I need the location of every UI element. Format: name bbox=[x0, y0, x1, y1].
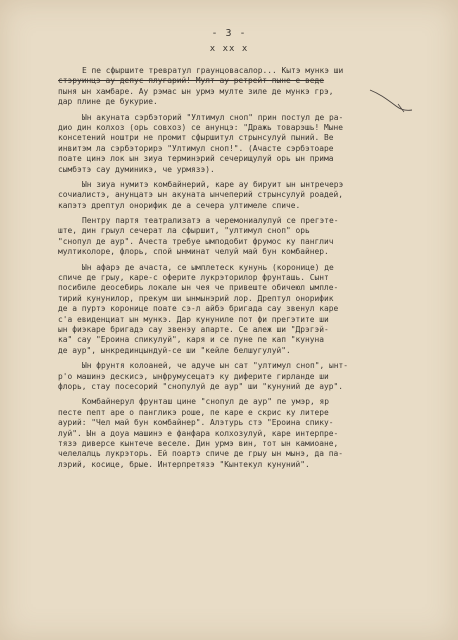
handwritten-correction-mark bbox=[368, 84, 414, 114]
text-line: ын фиэкаре бригадэ сау звенэу апарте. Се алеж ши "Дрэгэй- bbox=[58, 324, 329, 334]
text-line: капэтэ дрептул онорифик де а сечера ултимеле спиче. bbox=[58, 200, 301, 210]
text-line: посибиле деосебирь локале ын чея че привеште обичеюл ымпле- bbox=[58, 283, 339, 293]
text-line: инвитэм ла сэрбэторирэ "Ултимул сноп!". (Ачасте сэрбэтоаре bbox=[58, 143, 334, 153]
text-line: аурий: "Чел май бун комбайнер". Алэтурь стэ "Ероина спику- bbox=[58, 418, 334, 428]
text-line: де аур", ынкрединцындуй-се ши "кейле белшугулуй". bbox=[58, 345, 291, 355]
paragraph-5 bbox=[58, 263, 423, 357]
text-line: Пентру партя театрализатэ а черемониалулуй се прегэте- bbox=[82, 216, 339, 226]
text-line: ка" сау "Ероина спикулуй", каря и се пуне пе кап "кунуна bbox=[58, 335, 325, 345]
text-line: "снопул де аур". Ачеста требуе ымподобит фрумос ку панглич bbox=[58, 236, 334, 246]
text-line: спиче де грыу, каре-с оферите лукрэторилор фрунташь. Сынт bbox=[58, 273, 329, 283]
text-line: поате цинэ лок ын зиуа терминэрий сечерищулуй орь ын прима bbox=[58, 154, 334, 164]
text-line: ште, дин грыул сечерат ла сфыршит, "ултимул сноп" орь bbox=[58, 226, 310, 236]
text-line: Ын зиуа нумитэ комбайнерий, каре ау бируит ын ынтречерэ bbox=[82, 179, 344, 189]
text-line: дио дин колхоз (орь совхоз) се анунцэ: "Дражь товарэшь! Мыне bbox=[58, 122, 344, 132]
text-line: мултиколоре, флорь, спой ынминат челуй май бун комбайнер. bbox=[58, 247, 329, 257]
text-line: лэрий, косице, брые. Интерпретязэ "Кынтекул кунуний". bbox=[58, 459, 310, 469]
text-line: песте пепт аре о пангликэ роше, пе каре е скрис ку литере bbox=[58, 407, 329, 417]
text-line: Комбайнерул фрунташ цине "снопул де аур" пе умэр, яр bbox=[82, 397, 330, 407]
text-line: Ын акуната сэрбэторий "Ултимул сноп" прин постул де ра- bbox=[82, 112, 344, 122]
text-line: Ын афарэ де ачаста, се ымплетеск кунунь (коронице) де bbox=[82, 262, 334, 272]
paragraph-7 bbox=[58, 397, 423, 470]
paragraph-3 bbox=[58, 180, 423, 211]
text-line: де а пуртэ коронице поате сэ-л айбэ бригада сау звенул каре bbox=[58, 304, 339, 314]
text-line: сымбэтэ сау думиникэ, че урмязэ). bbox=[58, 164, 215, 174]
paragraph-4 bbox=[58, 216, 423, 258]
text-line-struck: стэруинцэ ау депус плугарий! Мулт ау ретрейт пыне е веде bbox=[58, 76, 325, 86]
page-number: - 3 - bbox=[211, 28, 247, 39]
text-line: челелалць лукрэторь. Ей поартэ спиче де грыу ын мынэ, да па- bbox=[58, 449, 344, 459]
text-line: дар плине де букурие. bbox=[58, 97, 158, 107]
paragraph-2 bbox=[58, 113, 423, 175]
text-line: Е пе сфыршите тревратул граунцовасалор... Кытэ мункэ ши bbox=[82, 66, 344, 75]
text-line: луй". Ын а доуа машинэ е фанфара колхозулуй, каре интерпре- bbox=[58, 428, 339, 438]
text-line: Ын фрунтя колоаней, че адуче ын сат "ултимул сноп", ынт- bbox=[82, 361, 349, 371]
text-line: сочиалистэ, анунцатэ ын акуната ынчеперий стрынсулуй роадей, bbox=[58, 190, 344, 200]
text-line: флорь, стау посесорий "снопулуй де аур" ши "кунуний де аур". bbox=[58, 381, 344, 391]
text-line: р'о машинэ дескисэ, ынфрумусецатэ ку диферите гирланде ши bbox=[58, 371, 329, 381]
text-line: тирий кунунилор, прекум ши ынмынэрий лор. Дрептул онорифик bbox=[58, 293, 334, 303]
text-line: консетений ноштри не промит сфыршитул стрынсулуй пыний. Ве bbox=[58, 133, 334, 143]
text-line: тязэ диверсе кынтече веселе. Дин урмэ вин, тот ын камиоане, bbox=[58, 438, 339, 448]
document-body bbox=[58, 66, 423, 475]
section-marks: x xx x bbox=[209, 44, 249, 54]
paragraph-6 bbox=[58, 361, 423, 392]
text-line: с'а евиденциат ын мункэ. Дар кунуниле пот фи прегэтите ши bbox=[58, 314, 329, 324]
text-line: пыня ын хамбаре. Ау рэмас ын урмэ мулте зиле де мункэ грэ, bbox=[58, 86, 334, 96]
